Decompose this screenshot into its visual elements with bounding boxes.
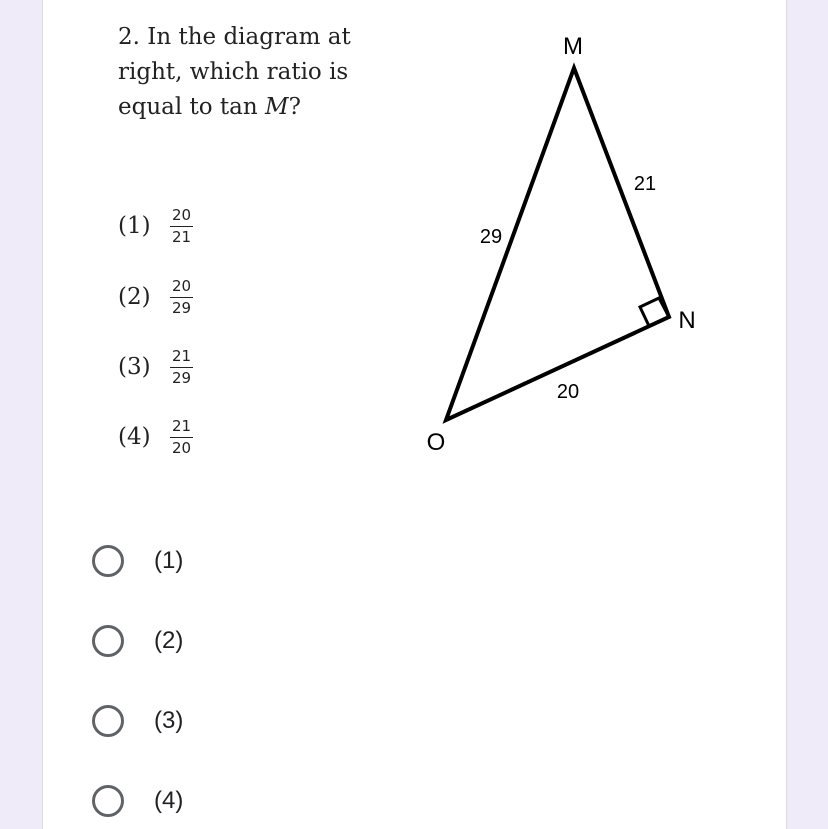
option-4-number: (4) bbox=[118, 424, 151, 450]
option-1-number: (1) bbox=[118, 213, 151, 239]
vertex-label-m: M bbox=[563, 33, 583, 60]
vertex-label-o: O bbox=[426, 429, 446, 456]
choice-option-3[interactable] bbox=[92, 701, 183, 741]
option-1 bbox=[118, 200, 193, 252]
choice-option-4[interactable] bbox=[92, 781, 183, 821]
option-3 bbox=[118, 341, 193, 393]
choice-label-3: (3) bbox=[154, 707, 184, 734]
option-4-numerator: 21 bbox=[170, 418, 193, 438]
option-4 bbox=[118, 411, 193, 463]
radio-button-1[interactable] bbox=[92, 545, 124, 577]
option-2-numerator: 20 bbox=[170, 278, 193, 298]
choice-label-1: (1) bbox=[154, 547, 184, 574]
question-line-3 bbox=[118, 90, 378, 125]
triangle-diagram bbox=[426, 20, 756, 470]
option-1-fraction bbox=[170, 207, 193, 246]
question-line-3-text: equal to tan bbox=[118, 94, 266, 120]
choice-label-2: (2) bbox=[154, 627, 184, 654]
question-variable: M bbox=[265, 94, 289, 120]
side-label-no: 20 bbox=[556, 381, 580, 403]
choice-option-2[interactable] bbox=[92, 621, 183, 661]
option-3-denominator: 29 bbox=[172, 368, 192, 387]
side-label-mo: 29 bbox=[479, 226, 503, 248]
choice-label-4: (4) bbox=[154, 787, 184, 814]
question-text bbox=[118, 20, 378, 125]
question-image bbox=[116, 20, 756, 470]
question-line-1: 2. In the diagram at bbox=[118, 24, 351, 50]
question-end: ? bbox=[288, 94, 301, 120]
vertex-label-n: N bbox=[678, 307, 696, 334]
option-4-fraction bbox=[170, 418, 193, 457]
option-4-denominator: 20 bbox=[172, 438, 192, 457]
option-2-number: (2) bbox=[118, 284, 151, 310]
option-2-denominator: 29 bbox=[172, 298, 192, 317]
question-line-2: right, which ratio is bbox=[118, 59, 349, 85]
side-label-mn: 21 bbox=[633, 173, 657, 195]
choice-option-1[interactable] bbox=[92, 541, 183, 581]
option-3-numerator: 21 bbox=[170, 348, 193, 368]
option-1-denominator: 21 bbox=[172, 227, 192, 246]
radio-button-4[interactable] bbox=[92, 785, 124, 817]
radio-button-2[interactable] bbox=[92, 625, 124, 657]
option-2 bbox=[118, 271, 193, 323]
option-2-fraction bbox=[170, 278, 193, 317]
option-3-fraction bbox=[170, 348, 193, 387]
radio-button-3[interactable] bbox=[92, 705, 124, 737]
option-1-numerator: 20 bbox=[170, 207, 193, 227]
option-3-number: (3) bbox=[118, 354, 151, 380]
